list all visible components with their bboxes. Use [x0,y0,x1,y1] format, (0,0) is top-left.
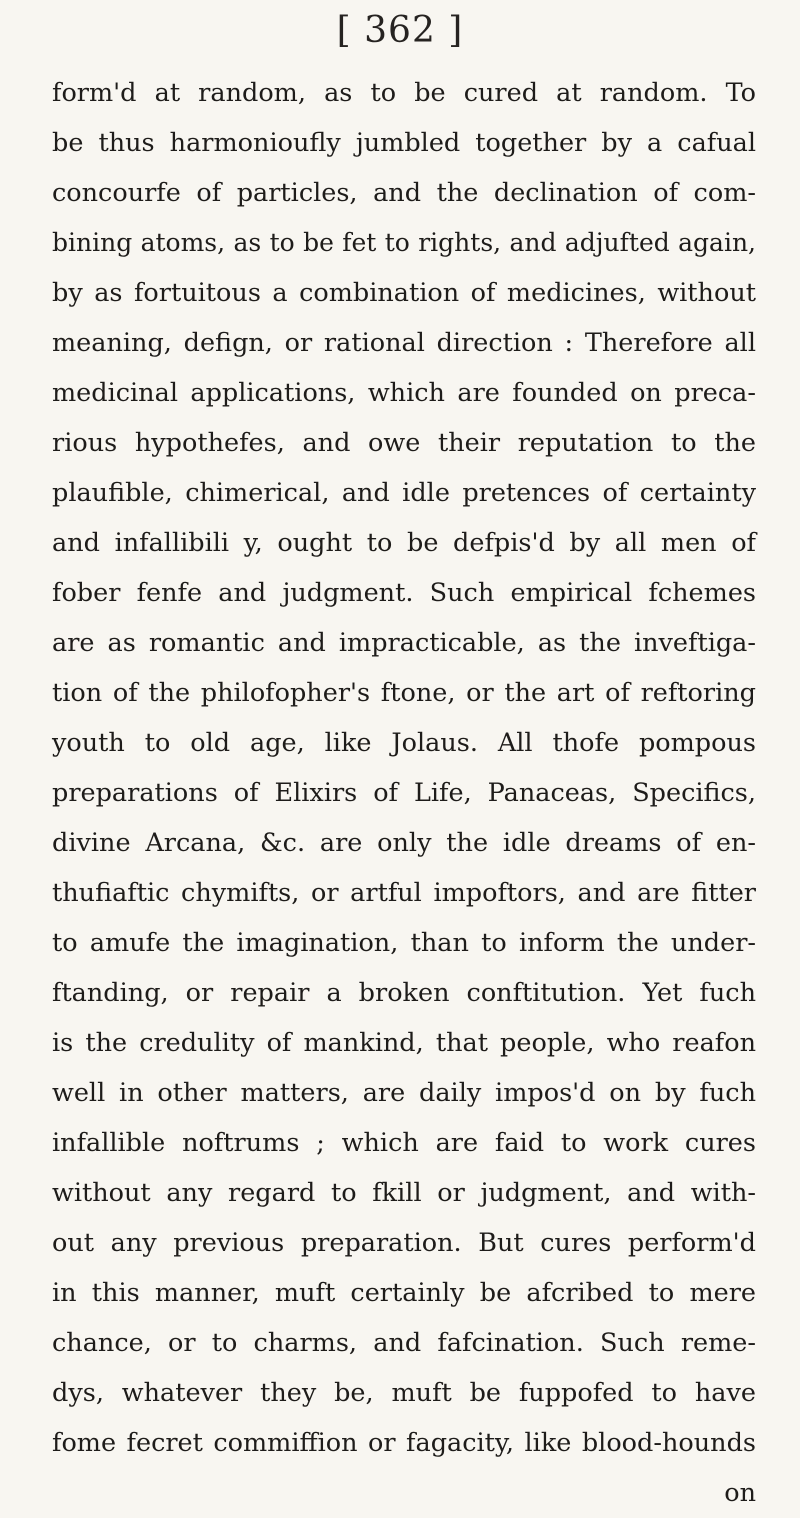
page-number: [ 362 ] [336,10,464,51]
text-line: preparations of Elixirs of Life, Panaceas, Specifics, [52,778,756,808]
text-line: is the credulity of mankind, that people, who reafon [52,1028,756,1058]
text-line: thufiaftic chymifts, or artful impoftors, and are fitter [52,878,756,908]
text-line: bining atoms, as to be fet to rights, and adjufted again, [52,228,756,257]
catchword: on [724,1478,756,1508]
text-line: in this manner, muft certainly be afcribed to mere [52,1278,756,1308]
text-line: plaufible, chimerical, and idle pretences of certainty [52,478,756,508]
text-line: and infallibili y, ought to be defpis'd by all men of [52,528,756,558]
text-line: are as romantic and impracticable, as the inveftiga- [52,628,756,658]
text-line: divine Arcana, &c. are only the idle dreams of en- [52,828,756,858]
text-line: ftanding, or repair a broken conftitution. Yet fuch [52,978,756,1008]
body-text [52,68,756,1518]
text-line: rious hypothefes, and owe their reputation to the [52,428,756,458]
text-line: out any previous preparation. But cures perform'd [52,1228,756,1258]
text-line: well in other matters, are daily impos'd on by fuch [52,1078,756,1108]
text-line: chance, or to charms, and fafcination. Such reme- [52,1328,756,1358]
text-line: form'd at random, as to be cured at random. To [52,78,756,108]
text-line: infallible noftrums ; which are faid to work cures [52,1128,756,1158]
text-line: be thus harmonioufly jumbled together by a cafual [52,128,756,158]
text-line: medicinal applications, which are founded on preca- [52,378,756,408]
text-line: without any regard to fkill or judgment, and with- [52,1178,756,1208]
text-line: fober fenfe and judgment. Such empirical fchemes [52,578,756,608]
text-line: youth to old age, like Jolaus. All thofe pompous [52,728,756,758]
text-line: to amufe the imagination, than to inform the under- [52,928,756,958]
text-line: dys, whatever they be, muft be fuppofed to have [52,1378,756,1408]
text-line: concourfe of particles, and the declination of com- [52,178,756,208]
text-line: by as fortuitous a combination of medicines, without [52,278,756,308]
text-line: meaning, defign, or rational direction : Therefore all [52,328,756,358]
text-line: tion of the philofopher's ftone, or the art of reftoring [52,678,756,708]
text-line: fome fecret commiffion or fagacity, like blood-hounds [52,1428,756,1458]
